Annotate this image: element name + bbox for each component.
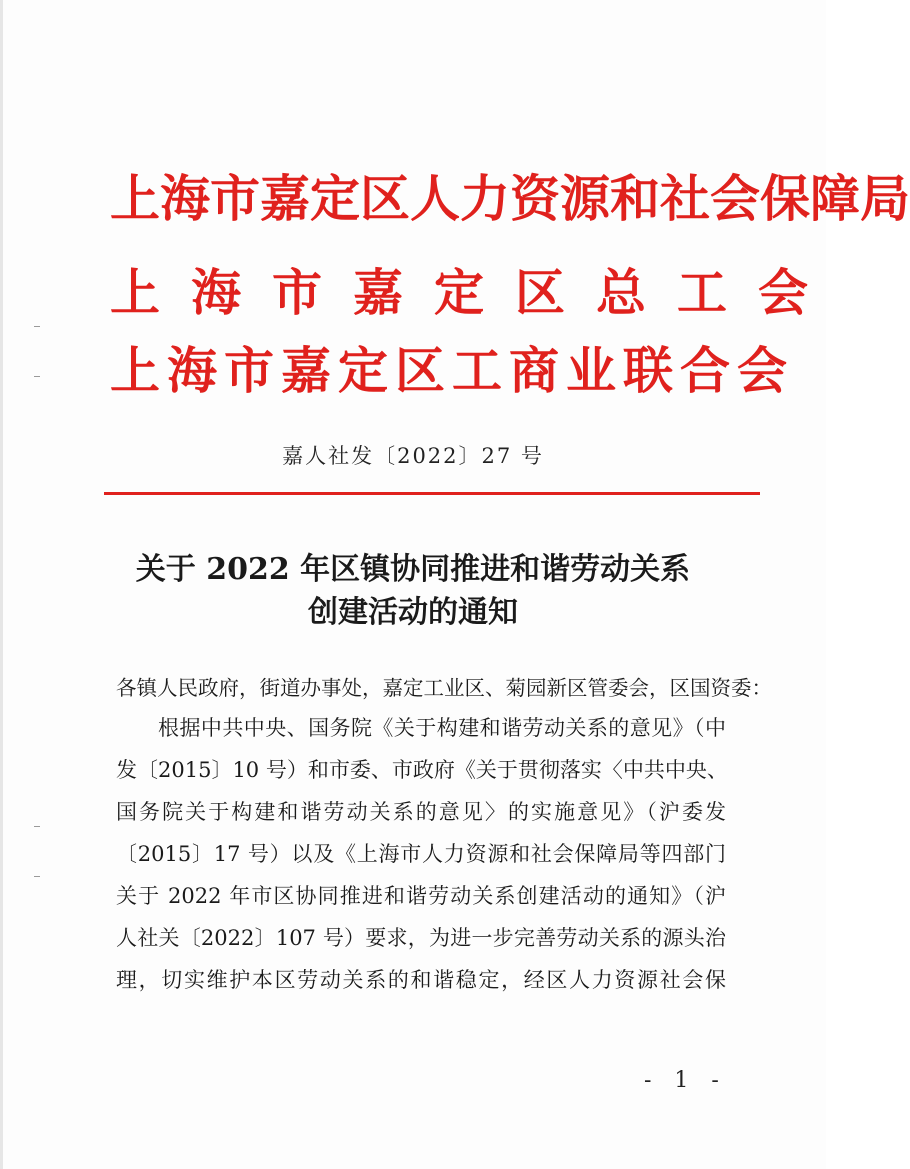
salutation: 各镇人民政府，街道办事处，嘉定工业区、菊园新区管委会，区国资委：: [116, 676, 772, 700]
issuer-name: 上海市嘉定区总工会: [110, 263, 839, 322]
body-line: 关于 2022 年市区协同推进和谐劳动关系创建活动的通知》（沪: [116, 884, 726, 908]
body-line: 国务院关于构建和谐劳动关系的意见〉的实施意见》（沪委发: [116, 800, 726, 824]
body-line: 人社关〔2022〕107 号）要求，为进一步完善劳动关系的源头治: [116, 926, 726, 950]
margin-mark: [34, 376, 40, 377]
body-line: 理，切实维护本区劳动关系的和谐稳定，经区人力资源社会保: [116, 968, 726, 992]
issuer-name: 上海市嘉定区工商业联合会: [110, 341, 794, 400]
margin-mark: [34, 326, 40, 327]
page-number: - 1 -: [644, 1068, 727, 1093]
margin-mark: [34, 826, 40, 827]
document-number: 嘉人社发〔2022〕27 号: [282, 444, 544, 468]
red-divider: [104, 492, 760, 495]
body-line: 根据中共中央、国务院《关于构建和谐劳动关系的意见》（中: [158, 716, 726, 740]
body-line: 〔2015〕17 号）以及《上海市人力资源和社会保障局等四部门: [116, 842, 726, 866]
document-title: 创建活动的通知: [308, 595, 518, 630]
document-title: 关于 2022 年区镇协同推进和谐劳动关系: [135, 552, 691, 587]
margin-mark: [34, 876, 40, 877]
issuer-name: 上海市嘉定区人力资源和社会保障局: [110, 169, 910, 228]
body-line: 发〔2015〕10 号）和市委、市政府《关于贯彻落实〈中共中央、: [116, 758, 728, 782]
